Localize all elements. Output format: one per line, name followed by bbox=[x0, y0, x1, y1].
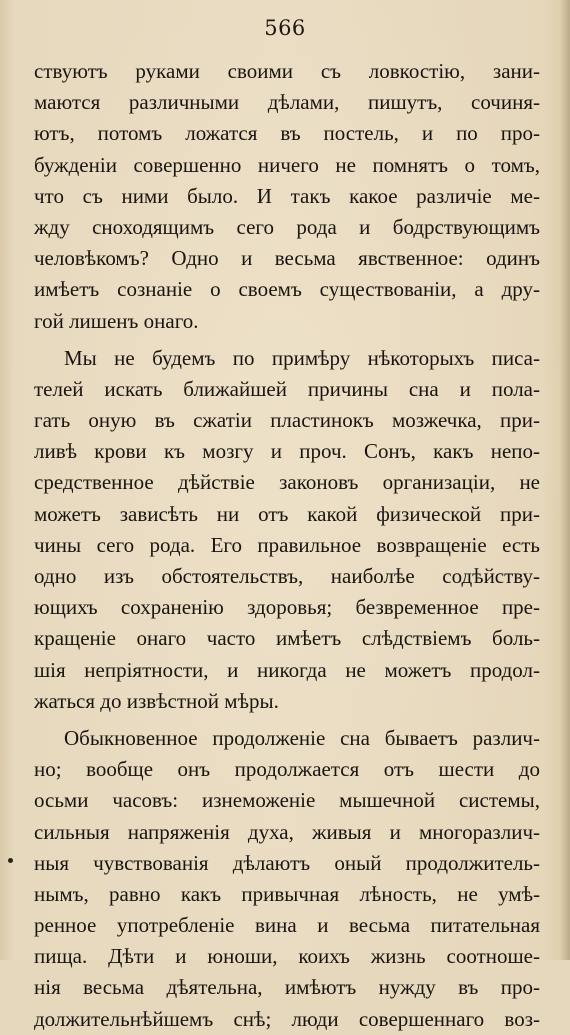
text-line: ютъ, потомъ ложатся въ постель, и по про- bbox=[34, 121, 540, 146]
text-line: что съ ними было. И такъ какое различіе ме- bbox=[34, 183, 540, 208]
text-line: жду сноходящимъ сего рода и бодрствующимъ bbox=[34, 214, 540, 239]
text-line: шія непріятности, и никогда не можетъ продол- bbox=[34, 657, 540, 682]
text-line: жаться до извѣстной мѣры. bbox=[34, 688, 279, 713]
paragraph-1 bbox=[34, 56, 540, 337]
text-line: осьми часовъ: изнеможеніе мышечной системы, bbox=[34, 788, 540, 813]
text-line: средственное дѣйствіе законовъ организаціи, не bbox=[34, 470, 540, 495]
text-line: человѣкомъ? Одно и весьма явственное: одинъ bbox=[34, 246, 540, 271]
text-line: ствуютъ руками своими съ ловкостію, зани- bbox=[34, 59, 540, 83]
page-edge-shadow bbox=[560, 0, 570, 960]
text-line: можетъ зависѣть ни отъ какой физической при- bbox=[34, 501, 540, 526]
margin-dot-mark bbox=[8, 858, 13, 863]
text-line: бужденіи совершенно ничего не помнятъ о томъ, bbox=[34, 152, 540, 177]
text-line: нымъ, равно какъ привычная лѣность, не умѣ- bbox=[34, 881, 540, 906]
text-line: должительнѣйшемъ снѣ; люди совершеннаго воз- bbox=[34, 1006, 540, 1031]
paragraph-2 bbox=[34, 343, 540, 717]
body-text bbox=[34, 56, 540, 1035]
page-number: 566 bbox=[264, 16, 306, 40]
text-line: одно изъ обстоятельствъ, наиболѣе содѣйству- bbox=[34, 564, 540, 588]
text-line: кращеніе онаго часто имѣетъ слѣдствіемъ боль- bbox=[34, 626, 540, 651]
text-line: маются различными дѣлами, пишутъ, сочиня- bbox=[34, 90, 540, 115]
text-line: чины сего рода. Его правильное возвращеніе есть bbox=[34, 532, 540, 557]
text-line: гой лишенъ онаго. bbox=[34, 308, 199, 333]
text-line: телей искать ближайшей причины сна и пола- bbox=[34, 376, 540, 401]
text-line: гать оную въ сжатіи пластинокъ мозжечка, при- bbox=[34, 408, 540, 433]
text-line: пища. Дѣти и юноши, коихъ жизнь соотноше- bbox=[34, 944, 540, 969]
paragraph-3 bbox=[34, 723, 540, 1035]
text-line: ливѣ крови къ мозгу и проч. Сонъ, какъ непо- bbox=[34, 439, 540, 464]
text-line: но; вообще онъ продолжается отъ шести до bbox=[34, 757, 540, 782]
text-line: нія весьма дѣятельна, имѣютъ нужду въ про- bbox=[34, 975, 540, 1000]
text-line: ныя чувствованія дѣлаютъ оный продолжитель- bbox=[34, 850, 540, 875]
text-line: имѣетъ сознаніе о своемъ существованіи, а дру- bbox=[34, 277, 540, 302]
text-line: ющихъ сохраненію здоровья; безвременное пре- bbox=[34, 595, 540, 620]
text-line: Обыкновенное продолженіе сна бываетъ различ- bbox=[64, 725, 540, 750]
text-line: сильныя напряженія духа, живыя и многоразлич- bbox=[34, 819, 540, 844]
text-line: ренное употребленіе вина и весьма питательная bbox=[34, 913, 540, 938]
text-line: Мы не будемъ по примѣру нѣкоторыхъ писа- bbox=[64, 345, 540, 370]
